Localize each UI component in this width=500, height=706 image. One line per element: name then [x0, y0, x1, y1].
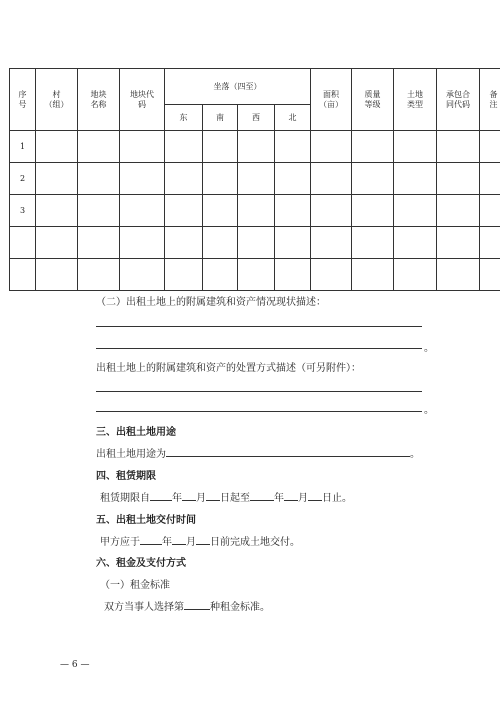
header-south: 南 [203, 105, 238, 131]
delivery-day-blank [196, 535, 210, 545]
section-3-title: 三、出租土地用途 [96, 427, 176, 438]
attached-assets-description-label: （二）出租土地上的附属建筑和资产情况现状描述： [96, 297, 326, 308]
header-west: 西 [238, 105, 275, 131]
month-label: 月 [186, 537, 196, 548]
delivery-month-blank [172, 535, 186, 545]
start-day-blank [206, 491, 220, 501]
section-3-text [96, 445, 420, 460]
lease-period-text: 租赁期限自 [100, 493, 150, 504]
header-land-type: 土地类型 [394, 69, 437, 131]
row-seq [10, 259, 36, 291]
table-row [10, 163, 500, 195]
page-number: — 6 — [60, 660, 90, 670]
rent-standard-text: 双方当事人选择第 [104, 602, 184, 613]
row-seq: 2 [10, 163, 36, 195]
land-plot-table [9, 68, 500, 291]
header-area: 面积（亩） [311, 69, 352, 131]
month-label: 月 [196, 493, 206, 504]
table-row [10, 195, 500, 227]
year-label: 年 [274, 493, 284, 504]
table-row [10, 131, 500, 163]
section-5-text [100, 533, 300, 548]
land-use-blank [166, 447, 410, 457]
start-year-blank [150, 491, 172, 501]
period-mark: 。 [410, 449, 420, 460]
to-label: 日起至 [220, 493, 250, 504]
delivery-text: 甲方应于 [100, 537, 140, 548]
section-5-title: 五、出租土地交付时间 [96, 515, 196, 526]
end-month-blank [284, 491, 298, 501]
blank-line [96, 411, 422, 412]
table-row [10, 227, 500, 259]
start-month-blank [182, 491, 196, 501]
header-east: 东 [165, 105, 203, 131]
header-quality: 质量等级 [352, 69, 394, 131]
header-north: 北 [275, 105, 311, 131]
header-plot-code: 地块代码 [120, 69, 165, 131]
year-label: 年 [172, 493, 182, 504]
header-village: 村（组） [36, 69, 78, 131]
period-mark: 。 [424, 343, 434, 354]
header-location: 坐落（四至） [165, 69, 311, 105]
end-year-blank [250, 491, 274, 501]
header-remarks: 备注 [480, 69, 500, 131]
land-use-label: 出租土地用途为 [96, 449, 166, 460]
month-label: 月 [298, 493, 308, 504]
section-6-title: 六、租金及支付方式 [96, 558, 186, 569]
delivery-year-blank [140, 535, 162, 545]
table-row [10, 259, 500, 291]
blank-line [96, 326, 422, 327]
header-plot-name: 地块名称 [78, 69, 120, 131]
year-label: 年 [162, 537, 172, 548]
period-mark: 。 [424, 405, 434, 416]
blank-line [96, 391, 422, 392]
rent-standard-end: 种租金标准。 [210, 602, 270, 613]
attached-assets-disposal-label: 出租土地上的附属建筑和资产的处置方式描述（可另附件）： [96, 363, 361, 374]
section-4-text [100, 489, 352, 504]
header-contract-code: 承包合同代码 [437, 69, 480, 131]
row-seq [10, 227, 36, 259]
end-label: 日止。 [322, 493, 352, 504]
end-day-blank [308, 491, 322, 501]
section-6-text [104, 598, 270, 613]
rent-standard-blank [184, 600, 210, 610]
row-seq: 3 [10, 195, 36, 227]
delivery-end-label: 日前完成土地交付。 [210, 537, 300, 548]
blank-line [96, 348, 422, 349]
row-seq: 1 [10, 131, 36, 163]
section-6-subtitle: （一）租金标准 [100, 580, 170, 591]
section-4-title: 四、租赁期限 [96, 471, 156, 482]
header-seq: 序号 [10, 69, 36, 131]
table-header-row [10, 69, 500, 105]
